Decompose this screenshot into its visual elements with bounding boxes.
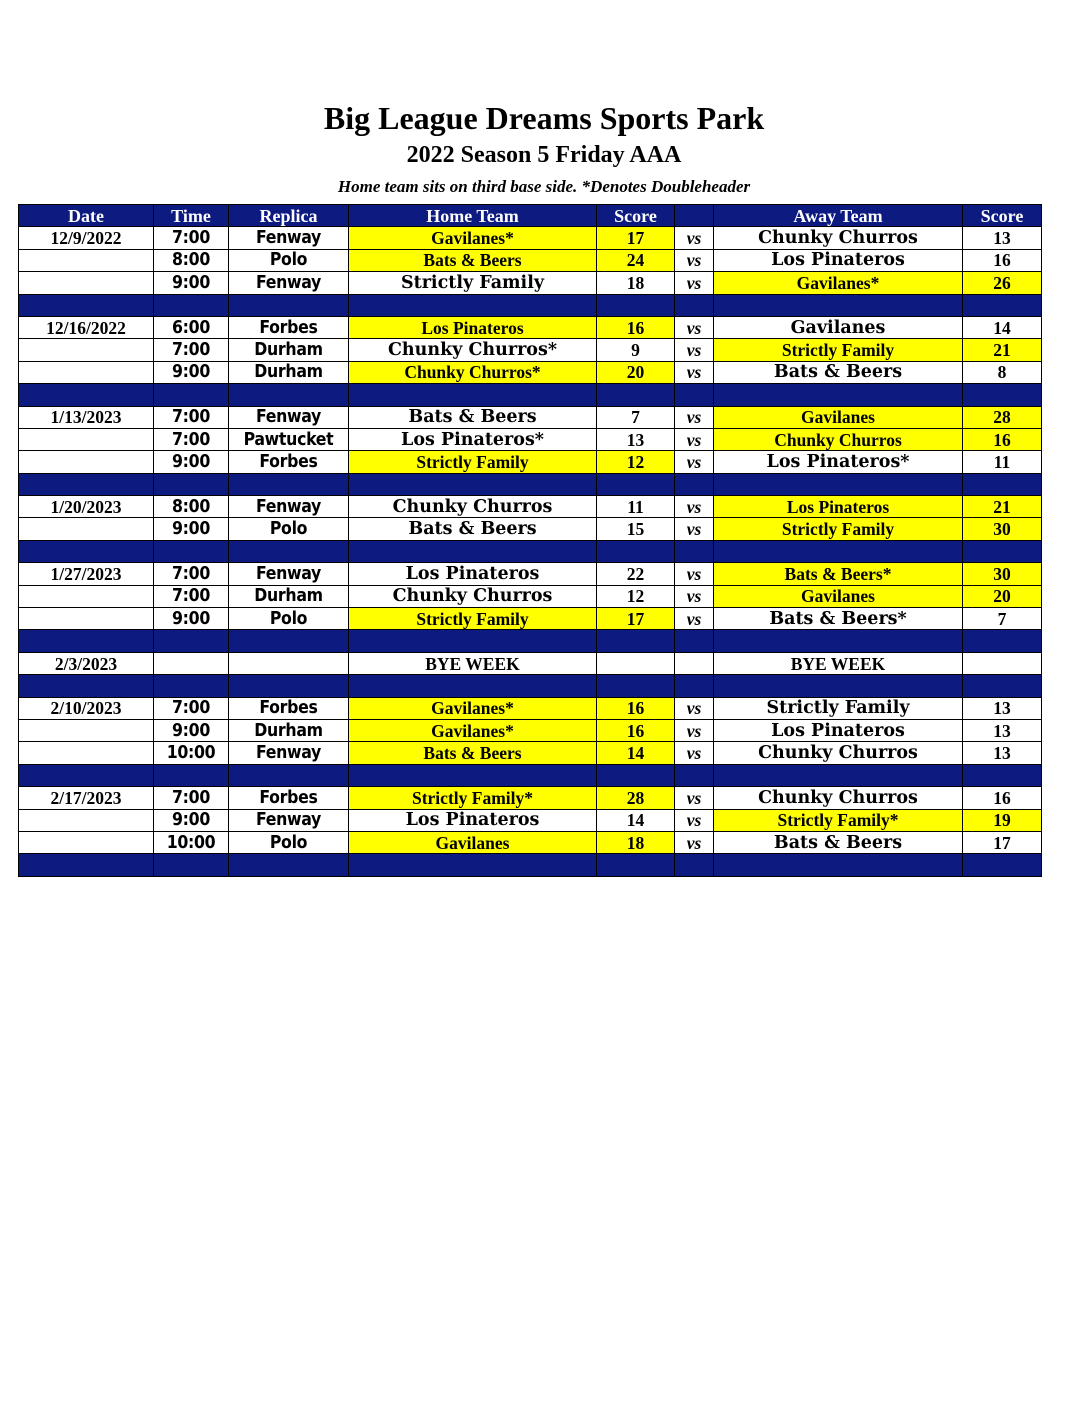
away-team-cell: Los Pinateros: [714, 496, 963, 518]
date-cell: [19, 608, 154, 630]
away-team-cell: Gavilanes*: [714, 272, 963, 294]
separator-cell: [675, 764, 714, 786]
date-cell: [19, 249, 154, 271]
vs-cell: vs: [675, 563, 714, 585]
away-team-cell: Chunky Churros: [714, 787, 963, 809]
home-team-cell: Strictly Family: [349, 608, 597, 630]
date-cell: 2/17/2023: [19, 787, 154, 809]
vs-cell: vs: [675, 585, 714, 607]
time-cell: 9:00: [154, 518, 229, 540]
replica-cell: Fenway: [229, 272, 349, 294]
home-score-cell: 16: [597, 719, 675, 741]
separator-cell: [963, 630, 1042, 652]
date-cell: 1/13/2023: [19, 406, 154, 428]
separator-cell: [963, 675, 1042, 697]
replica-cell: Polo: [229, 608, 349, 630]
home-score-cell: 12: [597, 451, 675, 473]
separator-cell: [349, 764, 597, 786]
game-row: [19, 227, 1042, 249]
replica-cell: Polo: [229, 518, 349, 540]
away-score-cell: 16: [963, 428, 1042, 450]
time-cell: 7:00: [154, 563, 229, 585]
separator-cell: [963, 764, 1042, 786]
home-score-cell: 28: [597, 787, 675, 809]
home-team-cell: Chunky Churros*: [349, 339, 597, 361]
separator-cell: [714, 540, 963, 562]
home-team-cell: Bats & Beers: [349, 518, 597, 540]
game-row: [19, 496, 1042, 518]
time-cell: 9:00: [154, 361, 229, 383]
away-score-cell: 17: [963, 831, 1042, 853]
away-team-cell: Bats & Beers: [714, 831, 963, 853]
doubleheader-note: Home team sits on third base side. *Denotes Doubleheader: [337, 177, 751, 196]
away-score-cell: 16: [963, 249, 1042, 271]
time-cell: 7:00: [154, 585, 229, 607]
separator-cell: [675, 675, 714, 697]
col-home-team: Home Team: [349, 205, 597, 227]
home-team-cell: Bats & Beers: [349, 742, 597, 764]
home-score-cell: 9: [597, 339, 675, 361]
separator-cell: [19, 473, 154, 495]
home-score-cell: 22: [597, 563, 675, 585]
separator-cell: [963, 473, 1042, 495]
separator-cell: [597, 473, 675, 495]
away-score-cell: 21: [963, 339, 1042, 361]
home-team-cell: Strictly Family*: [349, 787, 597, 809]
time-cell: 7:00: [154, 428, 229, 450]
home-score-cell: 12: [597, 585, 675, 607]
game-row: [19, 272, 1042, 294]
vs-cell: vs: [675, 428, 714, 450]
time-cell: 9:00: [154, 809, 229, 831]
vs-cell: vs: [675, 697, 714, 719]
away-score-cell: 30: [963, 563, 1042, 585]
time-cell: 9:00: [154, 719, 229, 741]
time-cell: 9:00: [154, 451, 229, 473]
date-cell: 1/20/2023: [19, 496, 154, 518]
separator-cell: [714, 764, 963, 786]
home-team-cell: Strictly Family: [349, 451, 597, 473]
replica-cell: Pawtucket: [229, 428, 349, 450]
separator-cell: [597, 540, 675, 562]
separator-cell: [714, 384, 963, 406]
separator-cell: [154, 630, 229, 652]
vs-cell: [675, 652, 714, 674]
vs-cell: vs: [675, 831, 714, 853]
separator-cell: [229, 854, 349, 876]
game-row: [19, 652, 1042, 674]
vs-cell: vs: [675, 361, 714, 383]
page-subtitle: 2022 Season 5 Friday AAA: [406, 142, 682, 168]
col-time: Time: [154, 205, 229, 227]
vs-cell: vs: [675, 272, 714, 294]
date-cell: [19, 361, 154, 383]
home-team-cell: Los Pinateros: [349, 809, 597, 831]
away-team-cell: Chunky Churros: [714, 742, 963, 764]
col-replica: Replica: [229, 205, 349, 227]
separator-cell: [229, 675, 349, 697]
date-cell: [19, 428, 154, 450]
time-cell: 9:00: [154, 272, 229, 294]
separator-cell: [19, 540, 154, 562]
separator-cell: [597, 294, 675, 316]
time-cell: 7:00: [154, 787, 229, 809]
home-score-cell: 16: [597, 697, 675, 719]
home-team-cell: Los Pinateros: [349, 563, 597, 585]
separator-cell: [19, 384, 154, 406]
time-cell: 7:00: [154, 406, 229, 428]
separator-cell: [675, 854, 714, 876]
replica-cell: Fenway: [229, 809, 349, 831]
replica-cell: Durham: [229, 585, 349, 607]
game-row: [19, 339, 1042, 361]
game-row: [19, 316, 1042, 338]
home-team-cell: Chunky Churros: [349, 585, 597, 607]
home-score-cell: 17: [597, 608, 675, 630]
separator-cell: [597, 675, 675, 697]
home-team-cell: Gavilanes: [349, 831, 597, 853]
col-vs: [675, 205, 714, 227]
separator-cell: [229, 294, 349, 316]
replica-cell: Durham: [229, 339, 349, 361]
vs-cell: vs: [675, 496, 714, 518]
away-team-cell: Los Pinateros: [714, 719, 963, 741]
separator-cell: [19, 675, 154, 697]
replica-cell: [229, 652, 349, 674]
vs-cell: vs: [675, 787, 714, 809]
home-score-cell: 14: [597, 809, 675, 831]
separator-cell: [154, 294, 229, 316]
away-team-cell: Chunky Churros: [714, 428, 963, 450]
home-team-cell: Los Pinateros: [349, 316, 597, 338]
game-row: [19, 428, 1042, 450]
away-score-cell: 28: [963, 406, 1042, 428]
away-team-cell: BYE WEEK: [714, 652, 963, 674]
time-cell: 7:00: [154, 697, 229, 719]
vs-cell: vs: [675, 742, 714, 764]
separator-cell: [597, 854, 675, 876]
separator-cell: [349, 384, 597, 406]
away-score-cell: 20: [963, 585, 1042, 607]
date-cell: 12/9/2022: [19, 227, 154, 249]
date-cell: 12/16/2022: [19, 316, 154, 338]
date-cell: [19, 272, 154, 294]
home-team-cell: Los Pinateros*: [349, 428, 597, 450]
date-cell: [19, 339, 154, 361]
date-cell: 2/10/2023: [19, 697, 154, 719]
away-team-cell: Los Pinateros*: [714, 451, 963, 473]
away-score-cell: 13: [963, 697, 1042, 719]
vs-cell: vs: [675, 249, 714, 271]
home-team-cell: Chunky Churros*: [349, 361, 597, 383]
home-score-cell: 15: [597, 518, 675, 540]
home-team-cell: Gavilanes*: [349, 697, 597, 719]
home-score-cell: 18: [597, 831, 675, 853]
game-row: [19, 361, 1042, 383]
replica-cell: Fenway: [229, 227, 349, 249]
separator-cell: [19, 294, 154, 316]
week-separator-row: [19, 854, 1042, 876]
vs-cell: vs: [675, 608, 714, 630]
away-score-cell: [963, 652, 1042, 674]
home-team-cell: BYE WEEK: [349, 652, 597, 674]
time-cell: 7:00: [154, 339, 229, 361]
separator-cell: [963, 854, 1042, 876]
separator-cell: [349, 675, 597, 697]
schedule-table: [18, 204, 1042, 877]
home-team-cell: Gavilanes*: [349, 719, 597, 741]
separator-cell: [963, 384, 1042, 406]
replica-cell: Forbes: [229, 451, 349, 473]
vs-cell: vs: [675, 316, 714, 338]
date-cell: [19, 809, 154, 831]
home-score-cell: 24: [597, 249, 675, 271]
away-team-cell: Chunky Churros: [714, 227, 963, 249]
separator-cell: [597, 764, 675, 786]
separator-cell: [349, 540, 597, 562]
game-row: [19, 249, 1042, 271]
replica-cell: Durham: [229, 361, 349, 383]
separator-cell: [229, 764, 349, 786]
week-separator-row: [19, 384, 1042, 406]
home-score-cell: 13: [597, 428, 675, 450]
week-separator-row: [19, 294, 1042, 316]
game-row: [19, 451, 1042, 473]
week-separator-row: [19, 540, 1042, 562]
game-row: [19, 585, 1042, 607]
separator-cell: [19, 764, 154, 786]
away-team-cell: Strictly Family: [714, 697, 963, 719]
replica-cell: Forbes: [229, 316, 349, 338]
separator-cell: [675, 294, 714, 316]
game-row: [19, 719, 1042, 741]
separator-cell: [154, 540, 229, 562]
separator-cell: [229, 473, 349, 495]
col-date: Date: [19, 205, 154, 227]
away-score-cell: 8: [963, 361, 1042, 383]
away-team-cell: Strictly Family*: [714, 809, 963, 831]
replica-cell: Forbes: [229, 787, 349, 809]
away-team-cell: Gavilanes: [714, 316, 963, 338]
separator-cell: [19, 630, 154, 652]
away-score-cell: 16: [963, 787, 1042, 809]
separator-cell: [714, 675, 963, 697]
home-score-cell: 17: [597, 227, 675, 249]
away-score-cell: 21: [963, 496, 1042, 518]
home-score-cell: [597, 652, 675, 674]
vs-cell: vs: [675, 809, 714, 831]
vs-cell: vs: [675, 451, 714, 473]
away-team-cell: Bats & Beers*: [714, 608, 963, 630]
col-away-score: Score: [963, 205, 1042, 227]
vs-cell: vs: [675, 518, 714, 540]
away-team-cell: Strictly Family: [714, 339, 963, 361]
home-score-cell: 7: [597, 406, 675, 428]
time-cell: 10:00: [154, 831, 229, 853]
separator-cell: [19, 854, 154, 876]
vs-cell: vs: [675, 339, 714, 361]
separator-cell: [714, 854, 963, 876]
separator-cell: [229, 630, 349, 652]
separator-cell: [714, 473, 963, 495]
schedule-body: [19, 227, 1042, 876]
replica-cell: Fenway: [229, 496, 349, 518]
game-row: [19, 406, 1042, 428]
separator-cell: [349, 630, 597, 652]
time-cell: 8:00: [154, 496, 229, 518]
game-row: [19, 563, 1042, 585]
game-row: [19, 742, 1042, 764]
separator-cell: [154, 764, 229, 786]
date-cell: [19, 719, 154, 741]
week-separator-row: [19, 764, 1042, 786]
replica-cell: Fenway: [229, 406, 349, 428]
home-team-cell: Bats & Beers: [349, 406, 597, 428]
col-away-team: Away Team: [714, 205, 963, 227]
time-cell: 8:00: [154, 249, 229, 271]
date-cell: [19, 742, 154, 764]
col-home-score: Score: [597, 205, 675, 227]
week-separator-row: [19, 473, 1042, 495]
game-row: [19, 831, 1042, 853]
away-score-cell: 19: [963, 809, 1042, 831]
separator-cell: [675, 630, 714, 652]
vs-cell: vs: [675, 227, 714, 249]
game-row: [19, 608, 1042, 630]
home-score-cell: 16: [597, 316, 675, 338]
header-row: [19, 205, 1042, 227]
separator-cell: [154, 854, 229, 876]
time-cell: 6:00: [154, 316, 229, 338]
away-score-cell: 13: [963, 742, 1042, 764]
home-score-cell: 11: [597, 496, 675, 518]
home-team-cell: Gavilanes*: [349, 227, 597, 249]
replica-cell: Polo: [229, 249, 349, 271]
home-team-cell: Bats & Beers: [349, 249, 597, 271]
vs-cell: vs: [675, 719, 714, 741]
replica-cell: Forbes: [229, 697, 349, 719]
separator-cell: [154, 675, 229, 697]
separator-cell: [963, 540, 1042, 562]
week-separator-row: [19, 630, 1042, 652]
away-team-cell: Bats & Beers: [714, 361, 963, 383]
date-cell: [19, 451, 154, 473]
week-separator-row: [19, 675, 1042, 697]
time-cell: 10:00: [154, 742, 229, 764]
date-cell: 2/3/2023: [19, 652, 154, 674]
separator-cell: [675, 473, 714, 495]
separator-cell: [597, 630, 675, 652]
replica-cell: Fenway: [229, 563, 349, 585]
away-team-cell: Gavilanes: [714, 585, 963, 607]
separator-cell: [349, 294, 597, 316]
vs-cell: vs: [675, 406, 714, 428]
game-row: [19, 697, 1042, 719]
home-score-cell: 20: [597, 361, 675, 383]
separator-cell: [714, 630, 963, 652]
separator-cell: [349, 473, 597, 495]
away-score-cell: 11: [963, 451, 1042, 473]
time-cell: 7:00: [154, 227, 229, 249]
date-cell: [19, 518, 154, 540]
home-score-cell: 18: [597, 272, 675, 294]
replica-cell: Durham: [229, 719, 349, 741]
separator-cell: [675, 384, 714, 406]
away-team-cell: Los Pinateros: [714, 249, 963, 271]
away-score-cell: 13: [963, 227, 1042, 249]
replica-cell: Fenway: [229, 742, 349, 764]
page-title: Big League Dreams Sports Park: [323, 100, 765, 136]
separator-cell: [229, 540, 349, 562]
game-row: [19, 809, 1042, 831]
away-score-cell: 26: [963, 272, 1042, 294]
date-cell: [19, 585, 154, 607]
separator-cell: [597, 384, 675, 406]
date-cell: 1/27/2023: [19, 563, 154, 585]
away-score-cell: 7: [963, 608, 1042, 630]
separator-cell: [229, 384, 349, 406]
separator-cell: [349, 854, 597, 876]
separator-cell: [154, 384, 229, 406]
separator-cell: [963, 294, 1042, 316]
time-cell: [154, 652, 229, 674]
date-cell: [19, 831, 154, 853]
away-score-cell: 30: [963, 518, 1042, 540]
home-score-cell: 14: [597, 742, 675, 764]
away-score-cell: 14: [963, 316, 1042, 338]
home-team-cell: Chunky Churros: [349, 496, 597, 518]
separator-cell: [675, 540, 714, 562]
game-row: [19, 787, 1042, 809]
time-cell: 9:00: [154, 608, 229, 630]
separator-cell: [154, 473, 229, 495]
home-team-cell: Strictly Family: [349, 272, 597, 294]
away-team-cell: Strictly Family: [714, 518, 963, 540]
away-score-cell: 13: [963, 719, 1042, 741]
game-row: [19, 518, 1042, 540]
away-team-cell: Gavilanes: [714, 406, 963, 428]
replica-cell: Polo: [229, 831, 349, 853]
separator-cell: [714, 294, 963, 316]
away-team-cell: Bats & Beers*: [714, 563, 963, 585]
